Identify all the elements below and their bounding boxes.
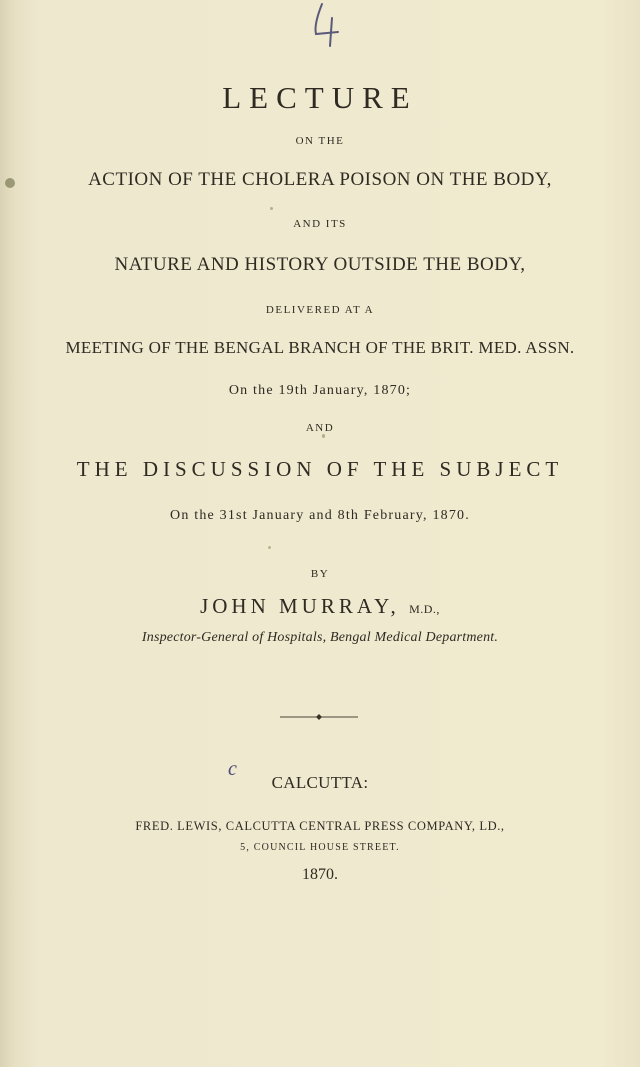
paper-speck — [268, 546, 271, 549]
lecture-date-line: On the 19th January, 1870; — [228, 383, 412, 398]
action-line: ACTION OF THE CHOLERA POISON ON THE BODY, — [88, 169, 552, 190]
publisher-line: FRED. LEWIS, CALCUTTA CENTRAL PRESS COMPANY, LD., — [135, 819, 505, 833]
delivered-line: DELIVERED AT A — [265, 304, 375, 316]
author-degree: M.D., — [409, 602, 440, 616]
nature-line: NATURE AND HISTORY OUTSIDE THE BODY, — [114, 254, 526, 275]
on-the-line: ON THE — [295, 135, 345, 147]
and-line: AND — [305, 422, 335, 434]
and-its-line: AND ITS — [293, 218, 347, 230]
paper-speck — [322, 434, 325, 438]
discussion-line: THE DISCUSSION OF THE SUBJECT — [76, 457, 564, 481]
by-line: BY — [310, 568, 330, 580]
paper-speck — [270, 207, 273, 210]
meeting-line: MEETING OF THE BENGAL BRANCH OF THE BRIT. MED. ASSN. — [65, 338, 575, 357]
handwritten-c-mark: c — [228, 758, 237, 780]
paper-stain — [5, 178, 15, 188]
lecture-title: LECTURE — [222, 80, 418, 115]
author-name: JOHN MURRAY, — [200, 594, 400, 618]
author-line — [0, 594, 640, 619]
year-line: 1870. — [302, 866, 338, 883]
handwritten-number-mark — [308, 0, 348, 48]
author-role: Inspector-General of Hospitals, Bengal Medical Department. — [141, 630, 499, 645]
discussion-date-line: On the 31st January and 8th February, 1870. — [170, 508, 470, 523]
address-line: 5, COUNCIL HOUSE STREET. — [240, 842, 400, 853]
place-line: CALCUTTA: — [271, 773, 369, 792]
ornamental-divider — [280, 714, 358, 720]
